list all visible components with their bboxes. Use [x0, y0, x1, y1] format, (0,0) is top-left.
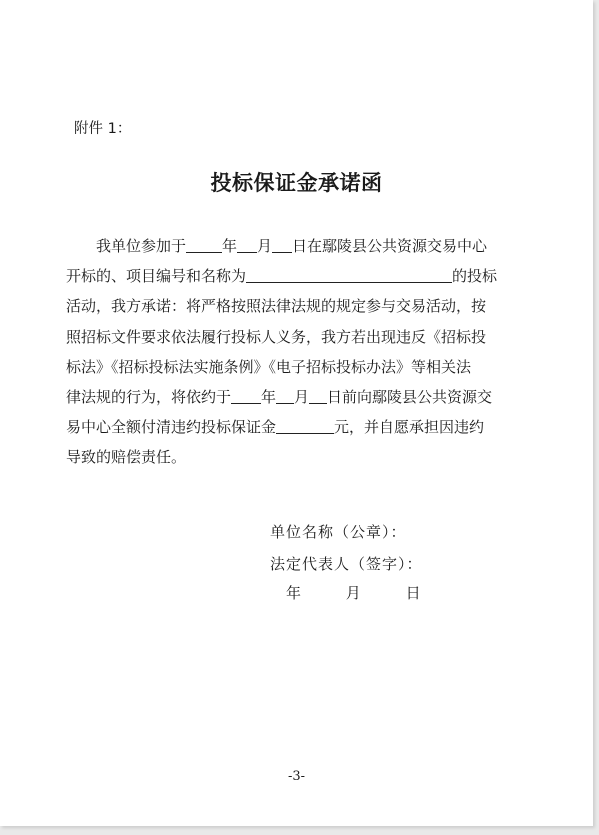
month-blank — [237, 237, 257, 253]
month-blank — [276, 388, 294, 404]
text-segment: 月 — [257, 237, 273, 255]
unit-name-label: 单位名称（公章）： — [270, 523, 407, 541]
year-blank — [186, 237, 222, 253]
body-line-6 — [66, 382, 540, 412]
text-segment: 易中心全额付清违约投标保证金 — [66, 418, 277, 437]
text-segment: 的投标 — [452, 267, 498, 286]
document-title: 投标保证金承诺函 — [210, 170, 383, 195]
text-segment: 年 — [261, 388, 277, 407]
signature-date — [286, 582, 421, 603]
text-segment: 日在鄢陵县公共资源交易中心 — [292, 237, 488, 255]
amount-blank — [276, 418, 334, 434]
body-line-4: 照招标文件要求依法履行投标人义务，我方若出现违反《招标投 — [66, 327, 487, 346]
text-segment: 月 — [294, 388, 310, 407]
text-segment: 开标的、项目编号和名称为 — [66, 267, 247, 286]
body-line-3: 活动，我方承诺：将严格按照法律法规的规定参与交易活动，按 — [66, 297, 487, 316]
text-segment: 日前向鄢陵县公共资源交 — [327, 388, 493, 407]
day-label: 日 — [405, 584, 421, 602]
month-label: 月 — [345, 584, 361, 602]
legal-rep-label: 法定代表人（签字）： — [270, 555, 423, 573]
year-label: 年 — [286, 584, 302, 602]
body-line-2 — [66, 261, 540, 291]
text-segment: 元，并自愿承担因违约 — [334, 418, 485, 437]
body-line-7 — [66, 412, 540, 442]
text-segment: 年 — [222, 237, 238, 255]
body-line-5: 标法》《招标投标法实施条例》《电子招标投标办法》等相关法 — [66, 357, 472, 376]
text-segment: 我单位参加于 — [96, 237, 187, 255]
body-line-8: 导致的赔偿责任。 — [66, 448, 187, 467]
year-blank — [231, 388, 261, 404]
attachment-label: 附件 1： — [74, 121, 132, 137]
letter-body — [66, 231, 540, 473]
text-segment: 律法规的行为，将依约于 — [66, 388, 232, 407]
body-line-1 — [66, 231, 540, 261]
project-blank — [246, 267, 452, 283]
page-number: -3- — [287, 769, 306, 784]
day-blank — [272, 237, 292, 253]
day-blank — [309, 388, 327, 404]
